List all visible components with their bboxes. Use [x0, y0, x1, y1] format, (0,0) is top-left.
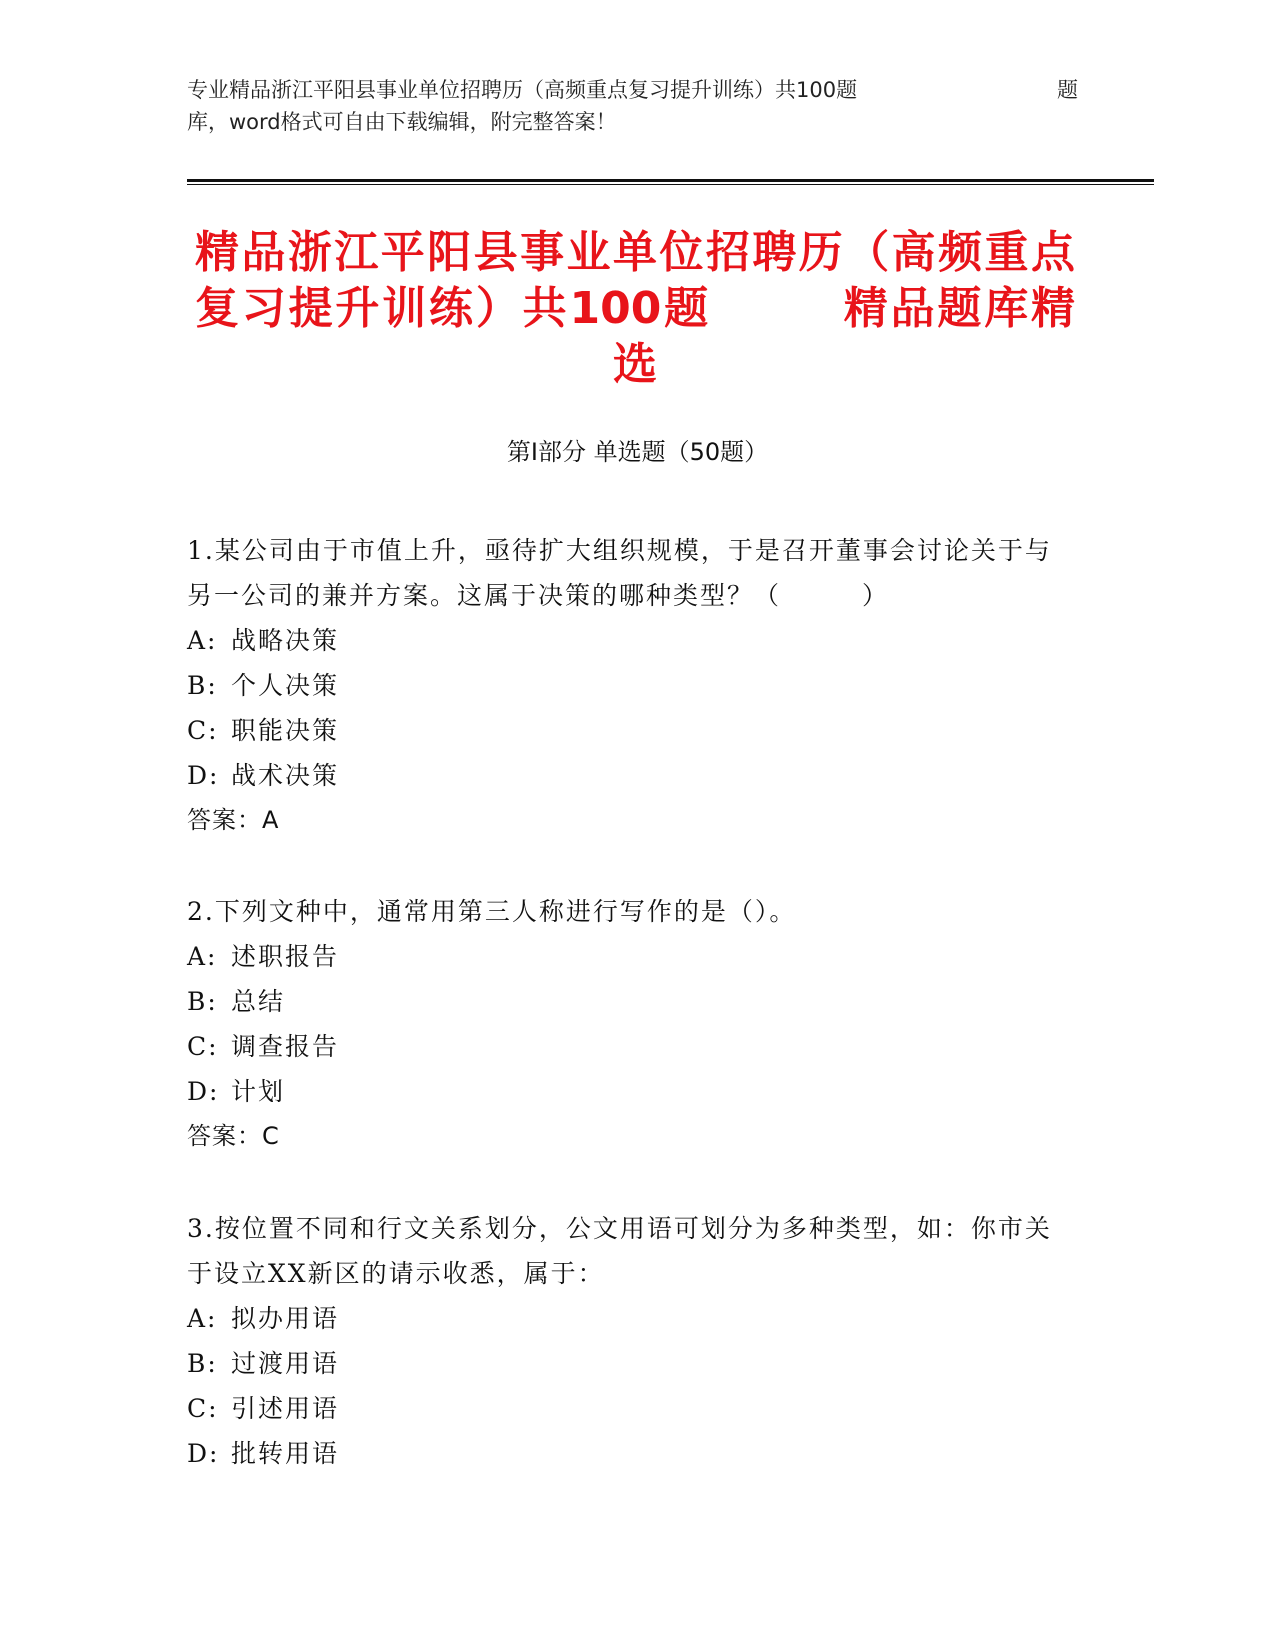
- option-a: [187, 934, 1067, 979]
- header-rule-thin: [187, 184, 1154, 185]
- header-rule-thick: [187, 179, 1154, 182]
- running-header: [187, 74, 1087, 138]
- title-line-2-part-a: 复习提升训练）共100题: [195, 283, 711, 334]
- answer-line: 答案：C: [187, 1122, 280, 1150]
- option-text: 调查报告: [231, 1032, 340, 1061]
- question-stem: 1.某公司由于市值上升，亟待扩大组织规模，于是召开董事会讨论关于与另一公司的兼并方案。这属于决策的哪种类型？（ ）: [187, 536, 1052, 610]
- option-text: 述职报告: [231, 942, 340, 971]
- option-c: [187, 708, 1067, 753]
- option-letter: C:: [187, 1394, 219, 1423]
- option-letter: D:: [187, 1439, 220, 1468]
- option-letter: B:: [187, 987, 218, 1016]
- option-letter: A:: [187, 626, 218, 655]
- option-b: [187, 979, 1067, 1024]
- running-header-line-2: 库，word格式可自由下载编辑，附完整答案！: [187, 110, 617, 134]
- title-line-3: 选: [613, 339, 657, 390]
- option-letter: B:: [187, 1349, 218, 1378]
- running-header-line-1: [187, 74, 1087, 106]
- option-text: 职能决策: [231, 716, 340, 745]
- option-b: [187, 1341, 1067, 1386]
- title-line-2: [195, 281, 1075, 337]
- option-text: 计划: [231, 1077, 286, 1106]
- option-text: 拟办用语: [231, 1304, 340, 1333]
- document-title: [195, 225, 1075, 393]
- option-text: 过渡用语: [231, 1349, 340, 1378]
- option-letter: D:: [187, 1077, 220, 1106]
- title-line-1: 精品浙江平阳县事业单位招聘历（高频重点: [195, 227, 1075, 278]
- option-letter: A:: [187, 1304, 218, 1333]
- option-letter: C:: [187, 1032, 219, 1061]
- option-text: 引述用语: [231, 1394, 340, 1423]
- option-a: [187, 1296, 1067, 1341]
- answer-line: 答案：A: [187, 806, 280, 834]
- question-stem: 3.按位置不同和行文关系划分，公文用语可划分为多种类型，如：你市关于设立XX新区的请示收悉，属于：: [187, 1214, 1052, 1288]
- option-text: 战术决策: [231, 761, 340, 790]
- option-d: [187, 753, 1067, 798]
- running-header-tail: 题: [1057, 78, 1078, 102]
- section-heading: 第I部分 单选题（50题）: [506, 438, 769, 466]
- running-header-text: 专业精品浙江平阳县事业单位招聘历（高频重点复习提升训练）共100题: [187, 78, 858, 102]
- option-text: 批转用语: [231, 1439, 340, 1468]
- option-text: 个人决策: [231, 671, 340, 700]
- option-text: 总结: [231, 987, 286, 1016]
- option-c: [187, 1386, 1067, 1431]
- option-letter: B:: [187, 671, 218, 700]
- option-d: [187, 1431, 1067, 1476]
- option-c: [187, 1024, 1067, 1069]
- option-a: [187, 618, 1067, 663]
- option-letter: A:: [187, 942, 218, 971]
- option-letter: D:: [187, 761, 220, 790]
- title-line-2-part-b: 精品题库精: [840, 283, 1075, 334]
- option-letter: C:: [187, 716, 219, 745]
- question-3: [187, 1206, 1067, 1476]
- question-2: [187, 889, 1067, 1159]
- option-b: [187, 663, 1067, 708]
- option-d: [187, 1069, 1067, 1114]
- question-stem: 2.下列文种中，通常用第三人称进行写作的是（）。: [187, 897, 797, 926]
- question-1: [187, 528, 1067, 843]
- option-text: 战略决策: [231, 626, 340, 655]
